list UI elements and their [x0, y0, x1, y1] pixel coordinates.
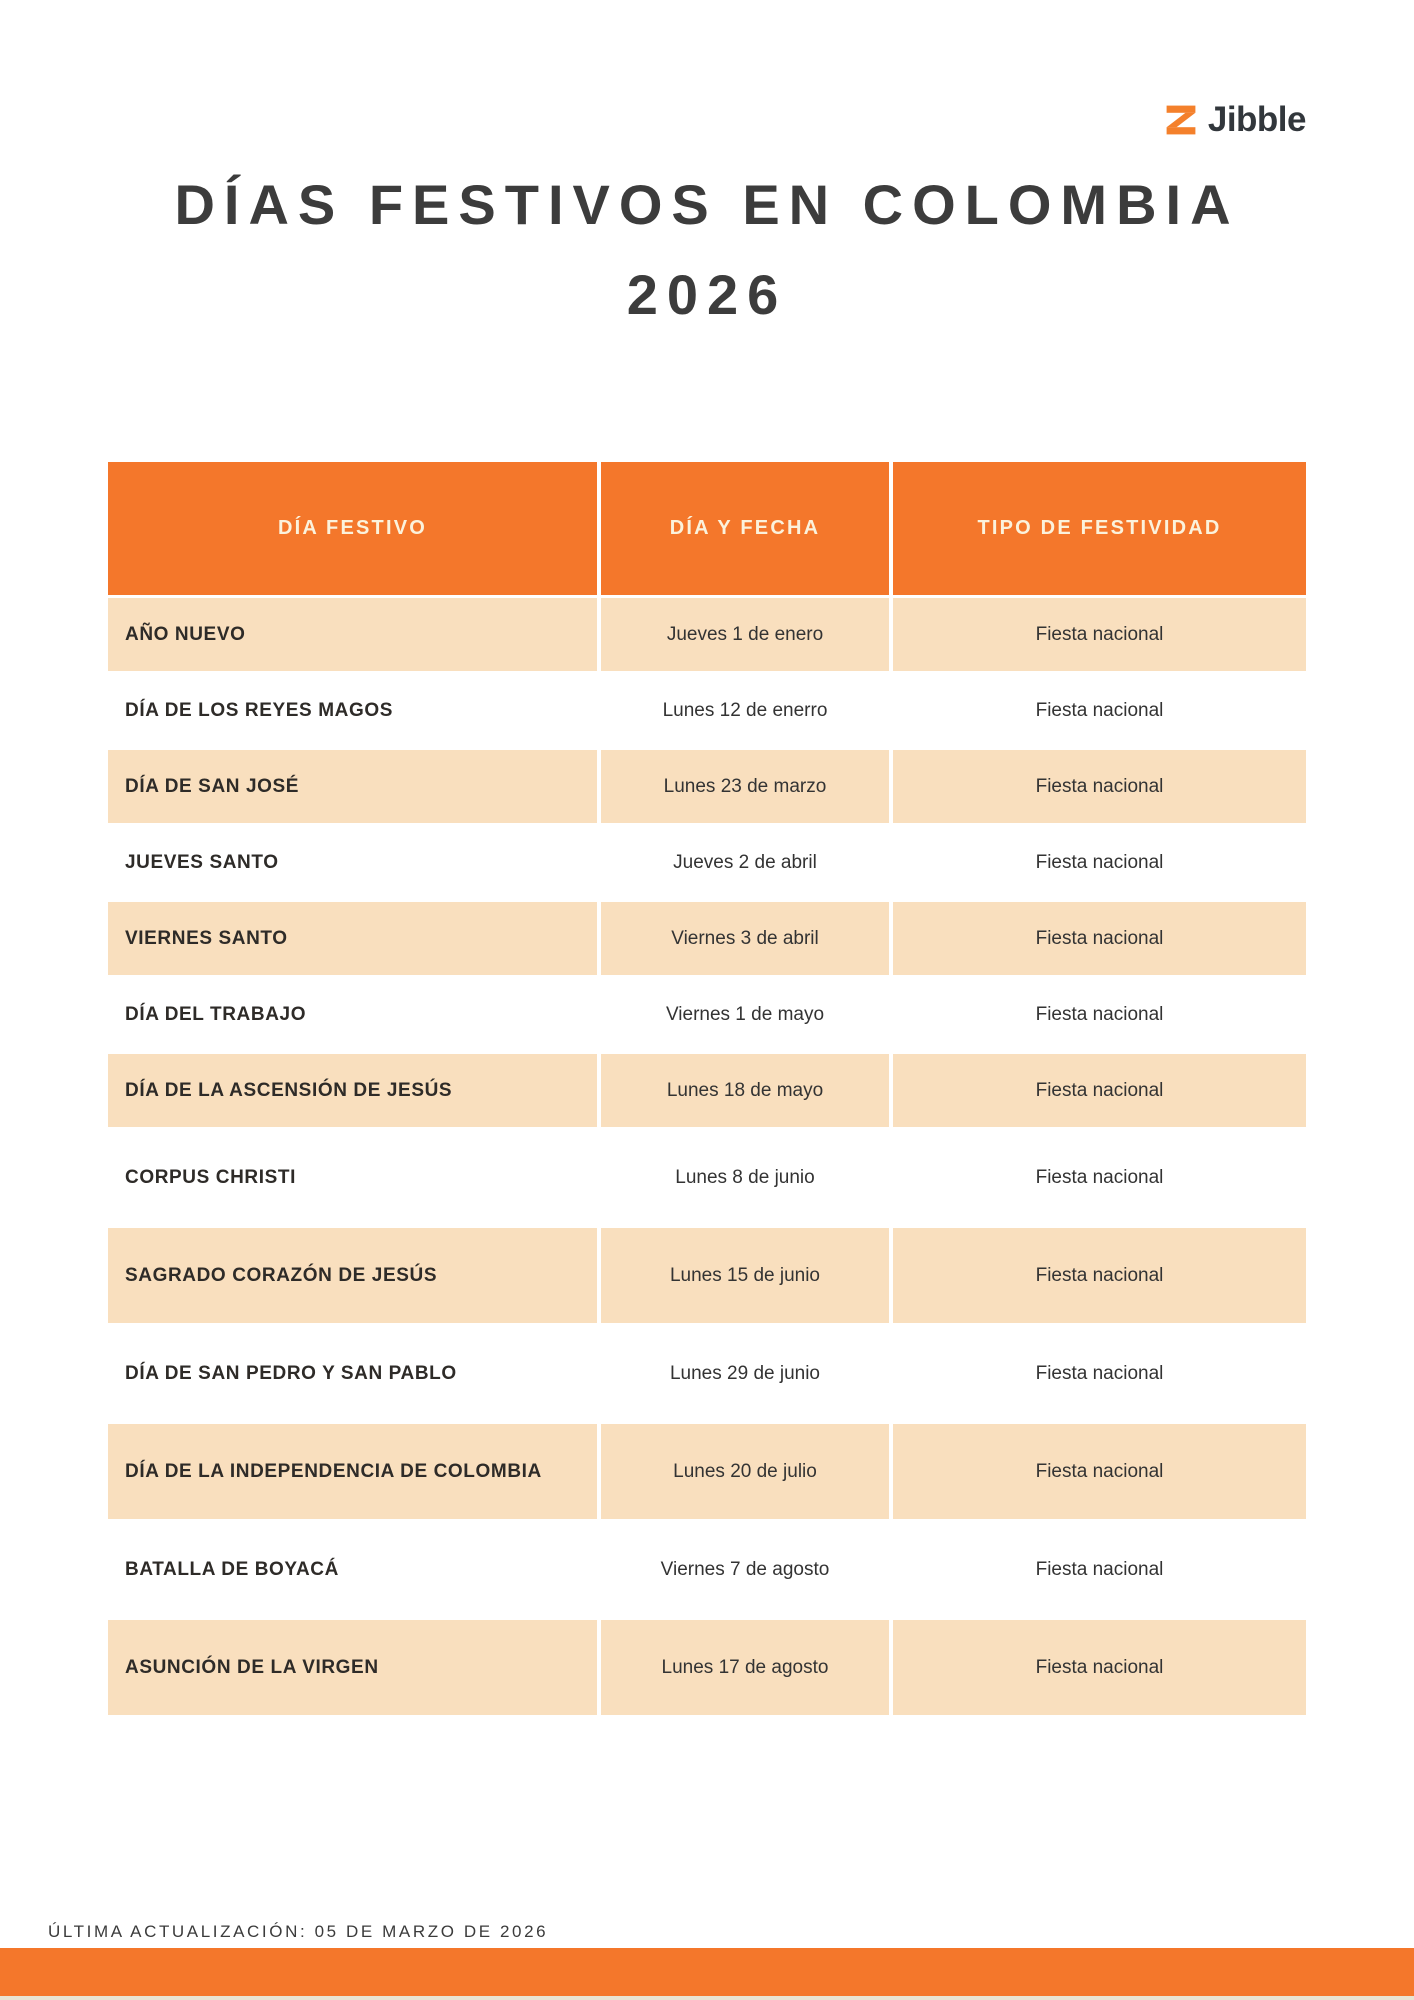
- holiday-name-cell: BATALLA DE BOYACÁ: [108, 1522, 597, 1617]
- holiday-type-cell: Fiesta nacional: [893, 1424, 1306, 1519]
- holiday-table: [108, 462, 1306, 1715]
- holiday-name-cell: DÍA DE LA ASCENSIÓN DE JESÚS: [108, 1054, 597, 1127]
- holiday-type-cell: Fiesta nacional: [893, 1130, 1306, 1225]
- holiday-type-cell: Fiesta nacional: [893, 978, 1306, 1051]
- page-title-line1: DÍAS FESTIVOS EN COLOMBIA: [174, 173, 1240, 236]
- holiday-name-cell: DÍA DE LA INDEPENDENCIA DE COLOMBIA: [108, 1424, 597, 1519]
- holiday-date-cell: Lunes 18 de mayo: [601, 1054, 889, 1127]
- holiday-date-cell: Lunes 20 de julio: [601, 1424, 889, 1519]
- page-title: [0, 160, 1414, 340]
- hourglass-icon: [1163, 102, 1199, 138]
- holiday-type-cell: Fiesta nacional: [893, 1620, 1306, 1715]
- holiday-type-cell: Fiesta nacional: [893, 826, 1306, 899]
- holiday-type-cell: Fiesta nacional: [893, 1326, 1306, 1421]
- column-header-type: TIPO DE FESTIVIDAD: [893, 462, 1306, 595]
- holiday-name-cell: VIERNES SANTO: [108, 902, 597, 975]
- brand-name: Jibble: [1207, 100, 1306, 139]
- jibble-logo: [1163, 100, 1306, 140]
- holiday-name-cell: JUEVES SANTO: [108, 826, 597, 899]
- holiday-type-cell: Fiesta nacional: [893, 902, 1306, 975]
- holiday-date-cell: Viernes 3 de abril: [601, 902, 889, 975]
- page-title-line2: 2026: [626, 263, 788, 326]
- holiday-type-cell: Fiesta nacional: [893, 674, 1306, 747]
- holiday-name-cell: DÍA DEL TRABAJO: [108, 978, 597, 1051]
- column-header-date: DÍA Y FECHA: [601, 462, 889, 595]
- holiday-type-cell: Fiesta nacional: [893, 598, 1306, 671]
- holiday-type-cell: Fiesta nacional: [893, 750, 1306, 823]
- holiday-date-cell: Lunes 8 de junio: [601, 1130, 889, 1225]
- holiday-date-cell: Viernes 7 de agosto: [601, 1522, 889, 1617]
- holiday-date-cell: Lunes 15 de junio: [601, 1228, 889, 1323]
- holiday-type-cell: Fiesta nacional: [893, 1228, 1306, 1323]
- holiday-date-cell: Lunes 17 de agosto: [601, 1620, 889, 1715]
- holiday-type-cell: Fiesta nacional: [893, 1054, 1306, 1127]
- holiday-type-cell: Fiesta nacional: [893, 1522, 1306, 1617]
- holiday-date-cell: Lunes 29 de junio: [601, 1326, 889, 1421]
- holiday-date-cell: Lunes 23 de marzo: [601, 750, 889, 823]
- last-updated-note: ÚLTIMA ACTUALIZACIÓN: 05 DE MARZO DE 2026: [48, 1922, 549, 1941]
- holiday-name-cell: AÑO NUEVO: [108, 598, 597, 671]
- holiday-date-cell: Jueves 2 de abril: [601, 826, 889, 899]
- holiday-date-cell: Jueves 1 de enero: [601, 598, 889, 671]
- column-header-holiday: DÍA FESTIVO: [108, 462, 597, 595]
- holiday-date-cell: Lunes 12 de enerro: [601, 674, 889, 747]
- holiday-name-cell: CORPUS CHRISTI: [108, 1130, 597, 1225]
- footer-edge-line: [0, 1996, 1414, 2000]
- holiday-name-cell: SAGRADO CORAZÓN DE JESÚS: [108, 1228, 597, 1323]
- footer-accent-bar: [0, 1948, 1414, 1996]
- holiday-name-cell: ASUNCIÓN DE LA VIRGEN: [108, 1620, 597, 1715]
- holiday-date-cell: Viernes 1 de mayo: [601, 978, 889, 1051]
- holiday-name-cell: DÍA DE LOS REYES MAGOS: [108, 674, 597, 747]
- holiday-name-cell: DÍA DE SAN JOSÉ: [108, 750, 597, 823]
- holiday-name-cell: DÍA DE SAN PEDRO Y SAN PABLO: [108, 1326, 597, 1421]
